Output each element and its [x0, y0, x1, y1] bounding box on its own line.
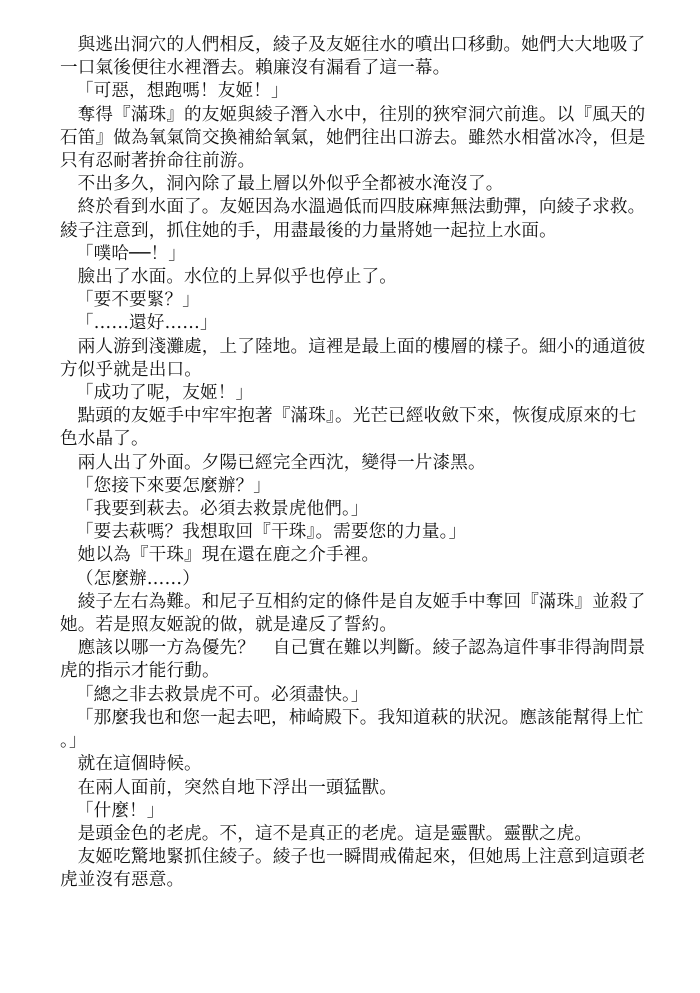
- paragraph-20: 應該以哪一方為優先？ 自己實在難以判斷。綾子認為這件事非得詢問景虎的指示才能行動。: [60, 638, 646, 682]
- paragraph-13: 兩人出了外面。夕陽已經完全西沈，變得一片漆黑。: [77, 452, 486, 473]
- paragraph-7: 臉出了水面。水位的上昇似乎也停止了。: [77, 267, 397, 288]
- paragraph-11: 「成功了呢，友姬！」: [75, 383, 254, 404]
- paragraph-21: 「總之非去救景虎不可。必須盡快。」: [75, 684, 369, 705]
- paragraph-22: 「那麼我也和您一起去吧，柿崎殿下。我知道萩的狀況。應該能幫得上忙。」: [60, 707, 644, 752]
- paragraph-2: 「可惡，想跑嗎！友姬！」: [75, 81, 289, 102]
- paragraph-15: 「我要到萩去。必須去救景虎他們。」: [75, 499, 369, 520]
- paragraph-25: 「什麼！」: [75, 800, 165, 821]
- paragraph-19: 綾子左右為難。和尼子互相約定的條件是自友姬手中奪回『滿珠』並殺了她。若是照友姬說的做，就是違反了誓約。: [60, 591, 646, 636]
- paragraph-17: 她以為『干珠』現在還在鹿之介手裡。: [77, 545, 380, 566]
- paragraph-24: 在兩人面前，突然自地下浮出一頭猛獸。: [77, 777, 397, 798]
- paragraph-23: 就在這個時候。: [77, 754, 202, 775]
- paragraph-5: 終於看到水面了。友姬因為水溫過低而四肢麻痺無法動彈，向綾子求救。綾子注意到，抓住她的手，用盡最後的力量將她一起拉上水面。: [60, 197, 646, 241]
- paragraph-8: 「要不要緊？」: [75, 290, 201, 311]
- paragraph-3: 奪得『滿珠』的友姬與綾子潛入水中，往別的狹窄洞穴前進。以『風天的石笛』做為氧氣筒交換補給氧氣，她們往出口游去。雖然水相當冰冷，但是只有忍耐著拚命往前游。: [60, 104, 646, 172]
- paragraph-4: 不出多久，洞內除了最上層以外似乎全都被水淹沒了。: [77, 174, 504, 195]
- paragraph-10: 兩人游到淺灘處，上了陸地。這裡是最上面的樓層的樣子。細小的通道彼方似乎就是出口。: [60, 336, 646, 380]
- paragraph-12: 點頭的友姬手中牢牢抱著『滿珠』。光芒已經收斂下來，恢復成原來的七色水晶了。: [60, 406, 637, 450]
- paragraph-6: 「噗哈──！」: [75, 243, 187, 264]
- paragraph-26: 是頭金色的老虎。不，這不是真正的老虎。這是靈獸。靈獸之虎。: [77, 823, 593, 844]
- document-page: [60, 34, 650, 893]
- paragraph-18: （怎麼辦……）: [75, 568, 201, 589]
- paragraph-14: 「您接下來要怎麼辦？」: [75, 475, 272, 496]
- paragraph-27: 友姬吃驚地緊抓住綾子。綾子也一瞬間戒備起來，但她馬上注意到這頭老虎並沒有惡意。: [60, 847, 646, 891]
- paragraph-16: 「要去萩嗎？我想取回『干珠』。需要您的力量。」: [75, 522, 467, 543]
- paragraph-1: 與逃出洞穴的人們相反，綾子及友姬往水的噴出口移動。她們大大地吸了一口氣後便往水裡潛去。賴廉沒有漏看了這一幕。: [60, 35, 646, 79]
- paragraph-9: 「……還好……」: [75, 313, 218, 334]
